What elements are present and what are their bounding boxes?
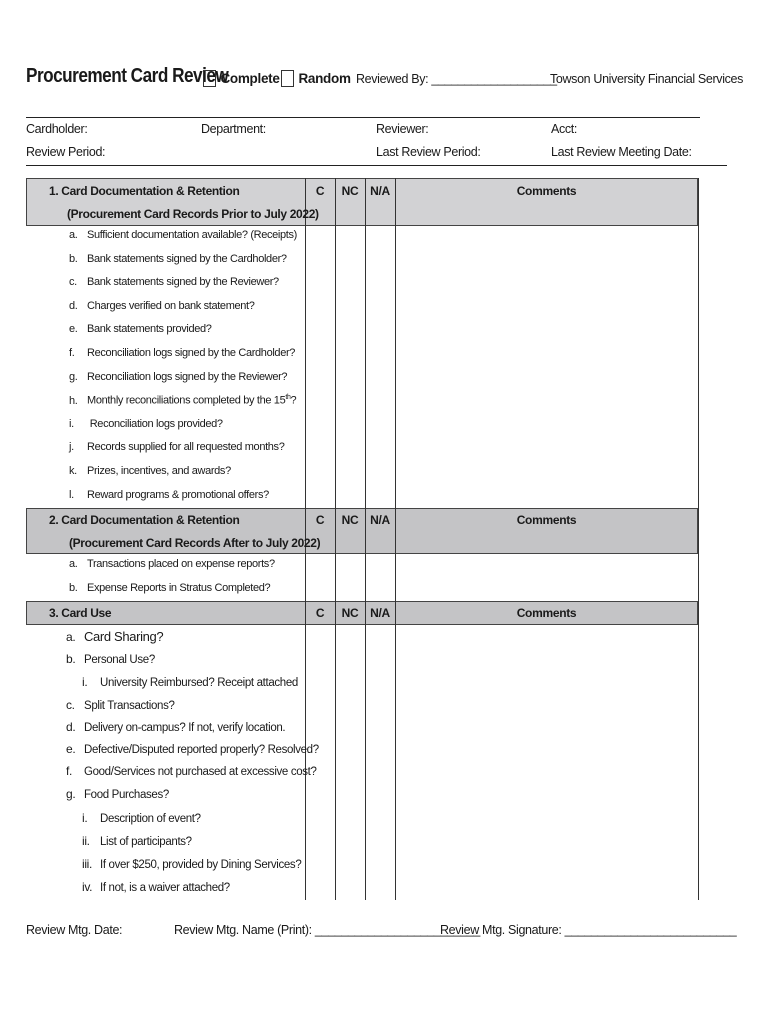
acct-field[interactable]: Acct:: [551, 122, 578, 136]
org-name: Towson University Financial Services: [550, 72, 744, 86]
item-text: Good/Services not purchased at excessive cost?: [84, 766, 317, 778]
item-text: Charges verified on bank statement?: [87, 299, 255, 312]
item-letter: a.: [69, 229, 78, 241]
col-nc-label: NC: [341, 184, 359, 198]
item-text: Defective/Disputed reported properly? Resolved?: [84, 744, 319, 756]
checklist-item: [69, 371, 287, 383]
random-checkbox[interactable]: [281, 70, 294, 87]
col-nc-label: NC: [341, 513, 359, 527]
col-c-label: C: [315, 513, 325, 527]
item-letter: iii.: [82, 857, 92, 871]
item-text: Monthly reconciliations completed by the 15: [87, 394, 286, 407]
checklist-item: [82, 880, 230, 894]
item-text: Prizes, incentives, and awards?: [87, 465, 231, 477]
section-2-title: 2. Card Documentation & Retention: [49, 513, 240, 527]
item-text: Bank statements provided?: [87, 323, 212, 336]
col-comments-label: Comments: [516, 606, 577, 620]
item-letter: f.: [69, 347, 75, 359]
item-text: Personal Use?: [84, 654, 155, 666]
review-mtg-name-field[interactable]: Review Mtg. Name (Print): _________________________: [174, 923, 480, 937]
col-divider-na: [365, 178, 366, 900]
fields-divider: [26, 165, 727, 166]
item-text: Description of event?: [100, 813, 201, 825]
review-mtg-signature-field[interactable]: Review Mtg. Signature: __________________________: [440, 923, 737, 937]
item-letter: c.: [66, 698, 75, 712]
table-right-border: [698, 178, 699, 900]
item-text: Expense Reports in Stratus Completed?: [87, 581, 271, 594]
last-review-meeting-date-field[interactable]: Last Review Meeting Date:: [551, 145, 692, 159]
reviewer-field[interactable]: Reviewer:: [376, 122, 429, 136]
item-text: List of participants?: [100, 836, 192, 848]
section-3-title: 3. Card Use: [49, 606, 112, 620]
item-letter: g.: [69, 370, 78, 383]
item-text: University Reimbursed? Receipt attached: [100, 677, 298, 689]
item-letter: d.: [69, 299, 78, 312]
form-title: Procurement Card Review: [26, 65, 229, 87]
checklist-item: [69, 418, 223, 430]
item-text: Reconciliation logs provided?: [87, 417, 223, 430]
review-period-field[interactable]: Review Period:: [26, 145, 106, 159]
section-2-subtitle: (Procurement Card Records After to July 2022): [69, 536, 321, 550]
item-text: Reconciliation logs signed by the Reviewer?: [87, 370, 288, 383]
item-text: Card Sharing?: [84, 629, 164, 644]
item-letter: k.: [69, 465, 77, 477]
item-text: Reconciliation logs signed by the Cardholder?: [87, 347, 296, 359]
complete-option[interactable]: [203, 70, 280, 88]
checklist-item: [69, 300, 255, 312]
checklist-item: [69, 323, 212, 335]
item-text: Delivery on-campus? If not, verify location.: [84, 722, 286, 734]
checklist-item: [66, 629, 163, 644]
reviewed-by-field[interactable]: Reviewed By: ___________________: [356, 72, 557, 86]
complete-label: Complete: [220, 71, 280, 86]
complete-checkbox[interactable]: [203, 70, 216, 87]
item-letter: i.: [69, 417, 74, 430]
checklist-item: [69, 276, 279, 288]
item-text: Split Transactions?: [84, 700, 175, 712]
checklist-item: [69, 558, 275, 570]
item-text: If over $250, provided by Dining Services?: [100, 859, 302, 871]
department-field[interactable]: Department:: [201, 122, 266, 136]
checklist-item: [66, 742, 319, 756]
item-letter: b.: [66, 652, 76, 666]
item-text: Food Purchases?: [84, 789, 169, 801]
item-text: Sufficient documentation available? (Receipts): [87, 229, 297, 241]
item-text: If not, is a waiver attached?: [100, 882, 230, 894]
item-letter: c.: [69, 276, 77, 289]
checklist-item: [69, 394, 296, 407]
checklist-item: [69, 229, 297, 241]
col-nc-label: NC: [341, 606, 359, 620]
item-text: Reward programs & promotional offers?: [87, 488, 269, 501]
cardholder-field[interactable]: Cardholder:: [26, 122, 88, 136]
checklist-item: [66, 652, 155, 666]
col-na-label: N/A: [370, 184, 390, 198]
item-letter: g.: [66, 787, 76, 801]
item-letter: e.: [66, 742, 76, 756]
item-letter: h.: [69, 394, 78, 407]
random-option[interactable]: [281, 70, 351, 88]
col-comments-label: Comments: [516, 184, 577, 198]
col-na-label: N/A: [370, 513, 390, 527]
checklist-item: [69, 489, 269, 501]
checklist-item: [69, 347, 295, 359]
random-label: Random: [298, 71, 351, 86]
section-1-title: 1. Card Documentation & Retention: [49, 184, 240, 198]
checklist-item: [82, 675, 298, 689]
col-c-label: C: [315, 184, 325, 198]
checklist-item: [66, 698, 175, 712]
checklist-item: [66, 764, 317, 778]
item-text: Bank statements signed by the Cardholder?: [87, 252, 287, 265]
checklist-item: [69, 441, 284, 453]
col-comments-label: Comments: [516, 513, 577, 527]
item-letter: j.: [69, 441, 74, 454]
checklist-item: [66, 787, 169, 801]
item-letter: ii.: [82, 834, 90, 848]
checklist-item: [69, 582, 270, 594]
checklist-item: [66, 720, 285, 734]
item-superscript: th: [285, 394, 291, 402]
checklist-item: [82, 834, 192, 848]
checklist-item: [69, 253, 287, 265]
header-divider: [26, 117, 700, 118]
item-letter: l.: [69, 488, 74, 501]
item-letter: f.: [66, 764, 72, 778]
item-letter: i.: [82, 811, 88, 825]
item-letter: b.: [69, 581, 78, 594]
item-letter: a.: [66, 630, 76, 644]
col-na-label: N/A: [370, 606, 390, 620]
review-mtg-date-field[interactable]: Review Mtg. Date:: [26, 923, 123, 937]
item-letter: e.: [69, 323, 78, 336]
item-letter: d.: [66, 720, 76, 734]
checklist-item: [82, 811, 201, 825]
item-letter: iv.: [82, 880, 93, 894]
col-divider-nc: [335, 178, 336, 900]
last-review-period-field[interactable]: Last Review Period:: [376, 145, 481, 159]
item-letter: i.: [82, 675, 88, 689]
col-c-label: C: [315, 606, 325, 620]
item-letter: b.: [69, 252, 78, 265]
item-text: Records supplied for all requested months?: [87, 441, 285, 454]
checklist-item: [82, 857, 301, 871]
item-text: Bank statements signed by the Reviewer?: [87, 276, 279, 289]
item-letter: a.: [69, 558, 78, 570]
item-text: Transactions placed on expense reports?: [87, 558, 275, 570]
col-divider-comments: [395, 178, 396, 900]
section-1-subtitle: (Procurement Card Records Prior to July 2022): [67, 207, 319, 221]
item-suffix: ?: [290, 394, 297, 407]
checklist-item: [69, 465, 231, 477]
